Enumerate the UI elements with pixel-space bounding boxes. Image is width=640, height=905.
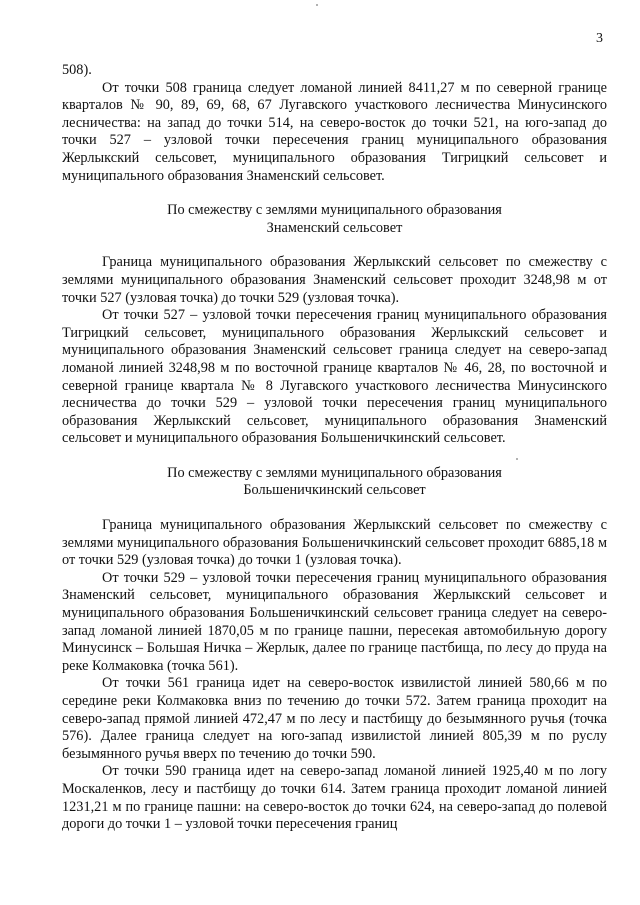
section-heading-line: Большеничкинский сельсовет [243, 482, 426, 499]
paragraph: От точки 527 – узловой точки пересечения границ муниципального образования Тигрицкий сельсовет, муниципального образования Жерлыкский сельсовет и муниципального образования Знаменский сельсовет граница следует на северо-запад ломаной линией 3248,98 м по восточной границе кварталов № 46, 28, по восточной и северной границе квартала № 8 Лугавского участкового лесничества Минусинского лесничества до точки 529 – узловой точки пересечения границ муниципального образования Жерлыкский сельсовет, муниципального образования Знаменский сельсовет и муниципального образования Большеничкинский сельсовет. [62, 307, 607, 447]
paragraph: От точки 508 граница следует ломаной линией 8411,27 м по северной границе кварталов № 90, 89, 69, 68, 67 Лугавского участкового лесничества Минусинского лесничества: на запад до точки 514, на северо-восток до точки 521, на юго-запад до точки 527 – узловой точки пересечения границ муниципального образования Жерлыкский сельсовет, муниципального образования Тигрицкий сельсовет и муниципального образования Знаменский сельсовет. [62, 79, 607, 184]
paragraph: 508). [62, 62, 92, 78]
section-heading-line: Знаменский сельсовет [266, 219, 403, 236]
section-heading [62, 202, 607, 237]
section-heading-line: По смежеству с землями муниципального образования [167, 202, 502, 219]
scan-speck [316, 4, 318, 6]
page-number: 3 [596, 31, 603, 46]
paragraph: От точки 529 – узловой точки пересечения границ муниципального образования Знаменский сельсовет, муниципального образования Жерлыкский сельсовет и муниципального образования Большеничкинский сельсовет граница следует на северо-запад ломаной линией 1870,05 м по границе пашни, пересекая автомобильную дорогу Минусинск – Большая Ничка – Жерлык, далее по границе пастбища, по лесу до пруда на реке Колмаковка (точка 561). [62, 569, 607, 674]
scan-speck [516, 458, 518, 460]
section-heading-line: По смежеству с землями муниципального образования [167, 464, 502, 481]
paragraph: От точки 590 граница идет на северо-запад ломаной линией 1925,40 м по логу Москаленков, лесу и пастбищу до точки 614. Затем граница проходит ломаной линией 1231,21 м по границе пашни: на северо-восток до точки 624, на северо-запад до полевой дороги до точки 1 – узловой точки пересечения границ [62, 763, 607, 833]
paragraph: Граница муниципального образования Жерлыкский сельсовет по смежеству с землями муниципального образования Большеничкинский сельсовет проходит 6885,18 м от точки 529 (узловая точка) до точки 1 (узловая точка). [62, 517, 607, 569]
section-heading [62, 465, 607, 500]
paragraph: Граница муниципального образования Жерлыкский сельсовет по смежеству с землями муниципального образования Знаменский сельсовет проходит 3248,98 м от точки 527 (узловая точка) до точки 529 (узловая точка). [62, 254, 607, 306]
document-body [62, 62, 607, 834]
paragraph: От точки 561 граница идет на северо-восток извилистой линией 580,66 м по середине реки Колмаковка вниз по течению до точки 572. Затем граница проходит на северо-запад прямой линией 472,47 м по лесу и пастбищу до безымянного ручья (точка 576). Далее граница следует на юго-запад извилистой линией 805,39 м по руслу безымянного ручья вверх по течению до точки 590. [62, 675, 607, 762]
